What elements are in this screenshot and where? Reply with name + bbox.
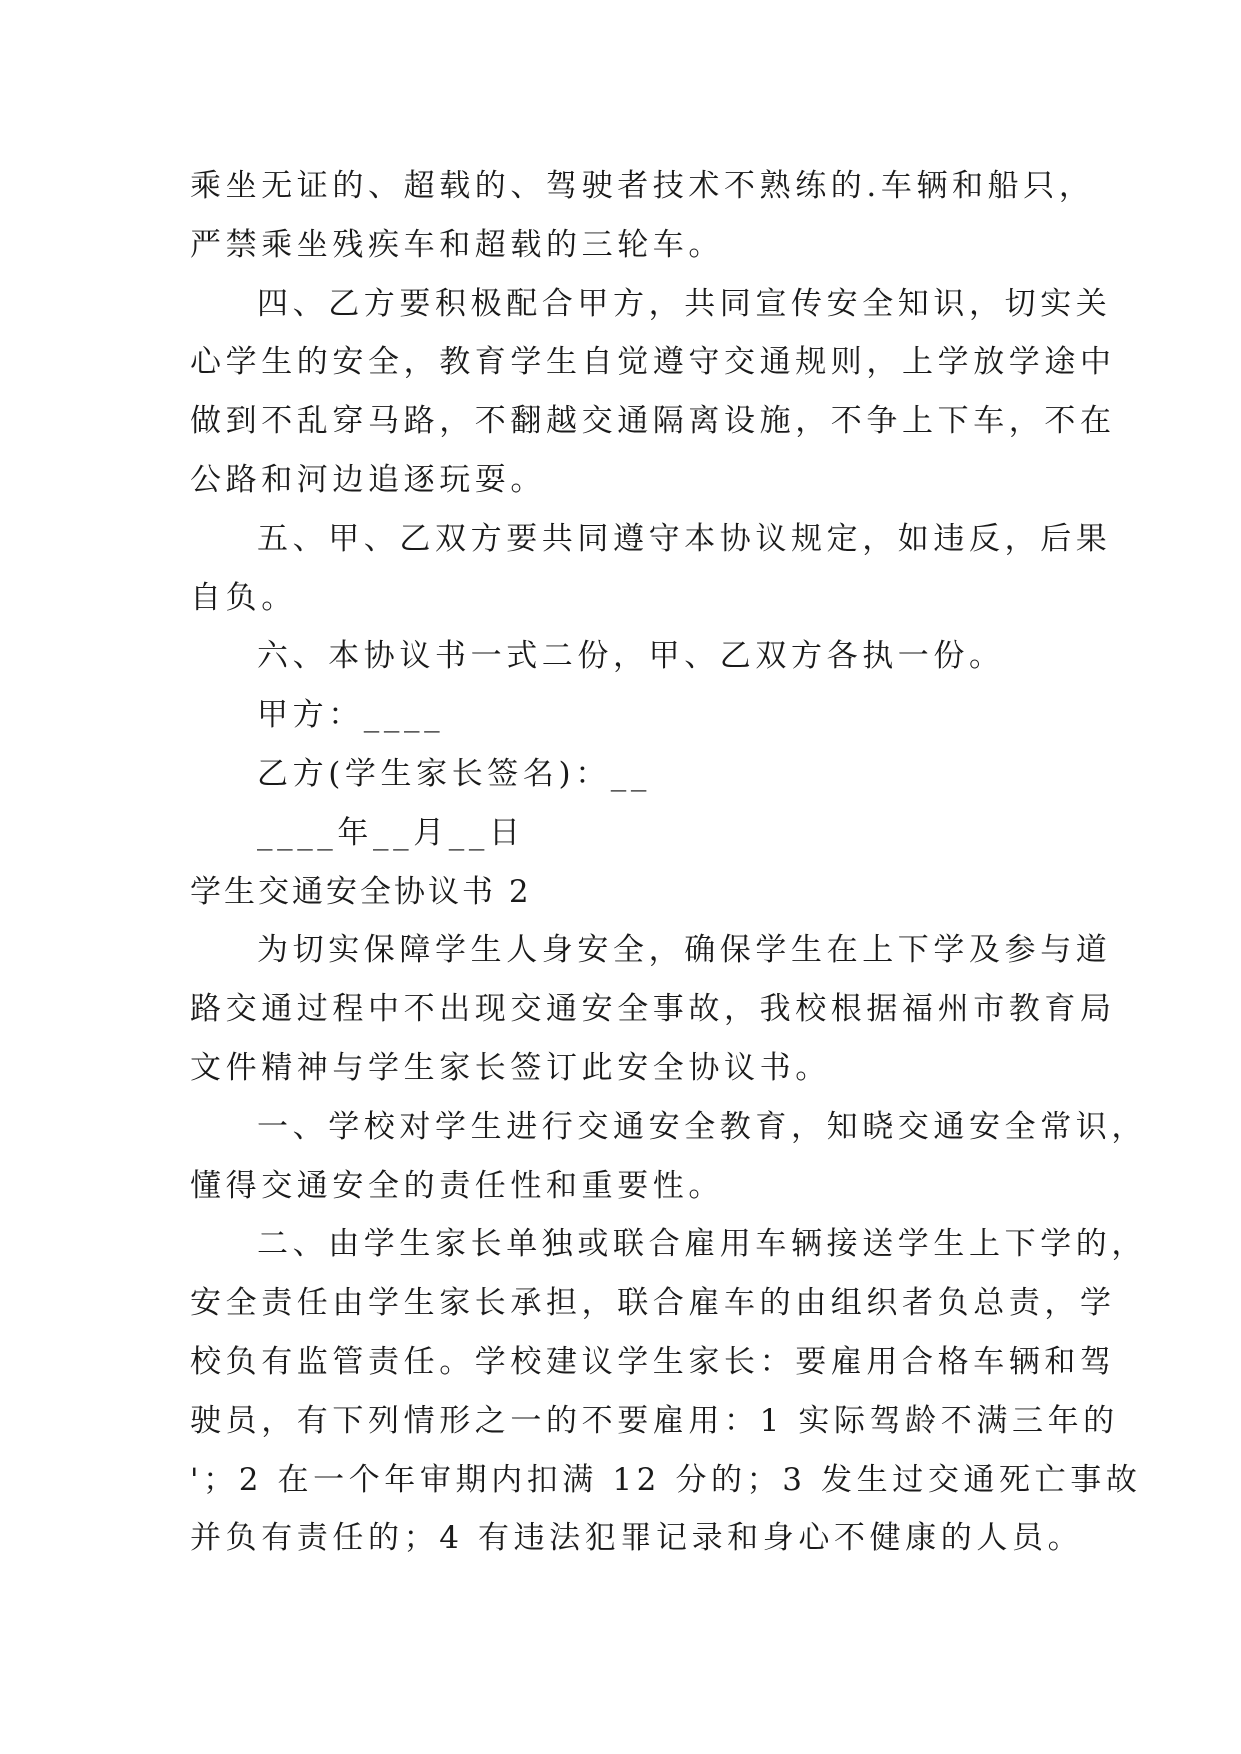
text-line: 路交通过程中不出现交通安全事故，我校根据福州市教育局 [190,991,1116,1028]
text-line: 严禁乘坐残疾车和超载的三轮车。 [190,226,724,263]
text-line: 自负。 [190,579,297,616]
document-body [190,157,1147,1568]
date-line: ____年__月__日 [257,814,525,851]
text-line: 安全责任由学生家长承担，联合雇车的由组织者负总责，学 [190,1285,1116,1322]
text-line: 驶员，有下列情形之一的不要雇用：1 实际驾龄不满三年的 [190,1402,1119,1439]
paragraph-four-start: 四、乙方要积极配合甲方，共同宣传安全知识，切实关 [257,285,1112,322]
text-line: 文件精神与学生家长签订此安全协议书。 [190,1049,831,1086]
text-line: '；2 在一个年审期内扣满 12 分的；3 发生过交通死亡事故 [190,1461,1142,1498]
text-line: 校负有监管责任。学校建议学生家长：要雇用合格车辆和驾 [190,1343,1116,1380]
section-heading: 学生交通安全协议书 2 [190,873,532,910]
text-line: 做到不乱穿马路，不翻越交通隔离设施，不争上下车，不在 [190,403,1116,440]
party-a-signature-line: 甲方：____ [257,697,445,734]
paragraph-six: 六、本协议书一式二份，甲、乙双方各执一份。 [257,638,1005,675]
intro-paragraph-start: 为切实保障学生人身安全，确保学生在上下学及参与道 [257,932,1112,969]
text-line: 乘坐无证的、超载的、驾驶者技术不熟练的.车辆和船只， [190,168,1095,204]
party-b-signature-line: 乙方(学生家长签名)：__ [257,755,651,792]
text-line: 心学生的安全，教育学生自觉遵守交通规则，上学放学途中 [190,344,1116,381]
clause-one-start: 一、学校对学生进行交通安全教育，知晓交通安全常识， [257,1108,1147,1145]
paragraph-five-start: 五、甲、乙双方要共同遵守本协议规定，如违反，后果 [257,520,1112,557]
text-line: 懂得交通安全的责任性和重要性。 [190,1167,724,1204]
clause-two-start: 二、由学生家长单独或联合雇用车辆接送学生上下学的， [257,1226,1147,1263]
text-line: 公路和河边追逐玩耍。 [190,461,546,498]
text-line: 并负有责任的；4 有违法犯罪记录和身心不健康的人员。 [190,1520,1084,1557]
